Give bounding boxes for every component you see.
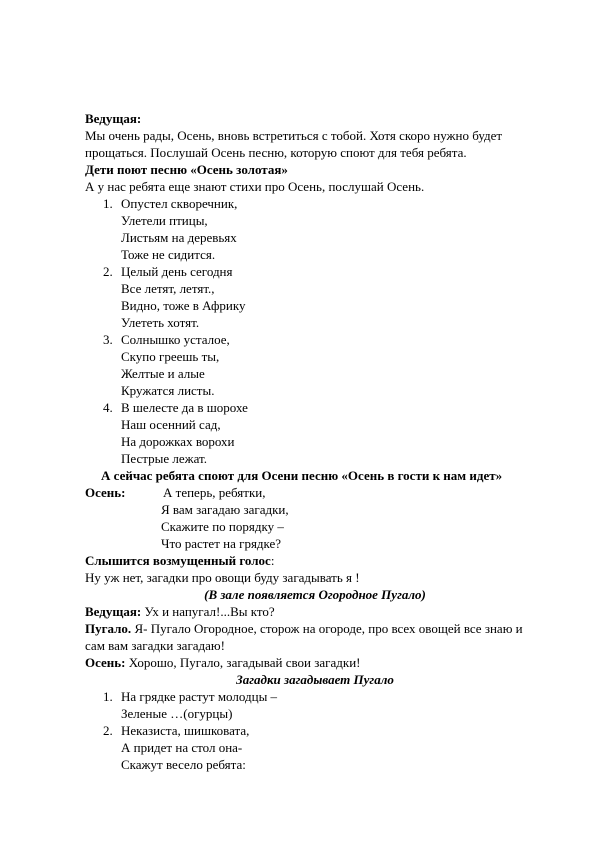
poem-line: Опустел скворечник,: [121, 196, 238, 211]
osen-line-2: [85, 654, 545, 671]
voice-colon: :: [270, 553, 275, 568]
voice-text: Ну уж нет, загадки про овощи буду загадывать я !: [85, 570, 360, 585]
poem-stanza-4: [85, 399, 545, 467]
osen-line: Что растет на грядке?: [161, 536, 282, 551]
riddle-number: 2.: [103, 723, 113, 738]
stanza-number: 1.: [103, 196, 113, 211]
document-content: [85, 110, 545, 773]
poem-list: [85, 195, 545, 467]
poem-line: Тоже не сидится.: [121, 247, 216, 262]
osen-riddle-lines: [85, 484, 545, 552]
poem-line: Наш осенний сад,: [121, 417, 221, 432]
riddle-line: Зеленые …(огурцы): [121, 706, 233, 721]
speaker-vedushchaya-2: Ведущая:: [85, 604, 142, 619]
poem-line: На дорожках ворохи: [121, 434, 235, 449]
song-direction-2: А сейчас ребята споют для Осени песню «Осень в гости к нам идет»: [101, 468, 503, 483]
poem-line: Все летят, летят.,: [121, 281, 215, 296]
osen-riddle-block: [85, 484, 545, 552]
osen-line: Я вам загадаю загадки,: [161, 502, 289, 517]
intro-line-1: Мы очень рады, Осень, вновь встретиться с тобой. Хотя скоро нужно будет: [85, 128, 503, 143]
poem-line: Пестрые лежат.: [121, 451, 207, 466]
poem-stanza-1: [85, 195, 545, 263]
pugalo-text-1: Я- Пугало Огородное, сторож на огороде, про всех овощей все знаю и: [131, 621, 523, 636]
riddle-1: [85, 688, 545, 722]
riddle-list: [85, 688, 545, 773]
vedushchaya-text: Ух и напугал!...Вы кто?: [141, 604, 275, 619]
speaker-osen-2: Осень:: [85, 655, 126, 670]
intro-line-2: прощаться. Послушай Осень песню, которую споют для тебя ребята.: [85, 145, 467, 160]
voice-heading: Слышится возмущенный голос: [85, 553, 271, 568]
vedushchaya-line: [85, 603, 545, 620]
poem-stanza-3: [85, 331, 545, 399]
riddle-line: На грядке растут молодцы –: [121, 689, 278, 704]
pugalo-line-2: сам вам загадки загадаю!: [85, 638, 225, 653]
osen-text-2: Хорошо, Пугало, загадывай свои загадки!: [125, 655, 361, 670]
stanza-number: 4.: [103, 400, 113, 415]
riddle-line: Скажут весело ребята:: [121, 757, 246, 772]
poem-line: Кружатся листы.: [121, 383, 215, 398]
poems-intro: А у нас ребята еще знают стихи про Осень, послушай Осень.: [85, 179, 425, 194]
poem-stanza-2: [85, 263, 545, 331]
pugalo-line-1: [85, 620, 545, 637]
riddle-number: 1.: [103, 689, 113, 704]
poem-line: Улетели птицы,: [121, 213, 208, 228]
poem-line: Улететь хотят.: [121, 315, 200, 330]
speaker-osen: Осень:: [85, 485, 126, 500]
speaker-pugalo: Пугало.: [85, 621, 132, 636]
poem-line: Листьям на деревьях: [121, 230, 237, 245]
riddle-2: [85, 722, 545, 773]
osen-line: А теперь, ребятки,: [163, 485, 266, 500]
poem-line: Целый день сегодня: [121, 264, 233, 279]
stage-direction-2: Загадки загадывает Пугало: [236, 672, 394, 687]
speaker-vedushchaya: Ведущая:: [85, 111, 142, 126]
poem-line: Видно, тоже в Африку: [121, 298, 246, 313]
voice-heading-line: [85, 552, 545, 569]
riddle-line: Неказиста, шишковата,: [121, 723, 250, 738]
stanza-number: 3.: [103, 332, 113, 347]
stage-direction-1: (В зале появляется Огородное Пугало): [204, 587, 426, 602]
poem-line: Желтые и алые: [121, 366, 205, 381]
poem-line: Солнышко усталое,: [121, 332, 230, 347]
riddle-line: А придет на стол она-: [121, 740, 243, 755]
poem-line: Скупо греешь ты,: [121, 349, 220, 364]
osen-line: Скажите по порядку –: [161, 519, 284, 534]
song-direction-1: Дети поют песню «Осень золотая»: [85, 162, 288, 177]
poem-line: В шелесте да в шорохе: [121, 400, 248, 415]
stanza-number: 2.: [103, 264, 113, 279]
